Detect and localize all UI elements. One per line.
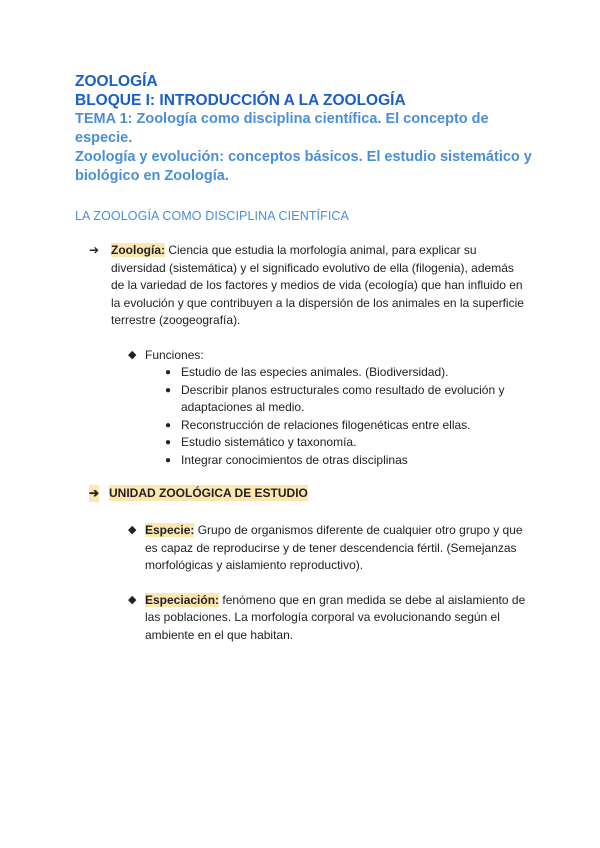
tema-line-2: Zoología y evolución: conceptos básicos. El estudio sistemático y [75, 149, 532, 165]
dot-bullet-icon: ● [165, 419, 172, 431]
tema-line-1: TEMA 1: Zoología como disciplina científica. El concepto de especie. [75, 111, 489, 146]
list-item [75, 417, 535, 435]
zoologia-definition [75, 242, 535, 330]
tema-heading [75, 110, 535, 186]
list-item-text: Integrar conocimientos de otras disciplinas [181, 452, 408, 467]
zoologia-term: Zoología: [111, 243, 165, 257]
document-page [75, 72, 535, 644]
section-heading-disciplina: LA ZOOLOGÍA COMO DISCIPLINA CIENTÍFICA [75, 209, 349, 223]
tema-line-3: biológico en Zoología. [75, 168, 229, 184]
especie-line-1: Grupo de organismos diferente de cualquier otro grupo y que [194, 523, 523, 537]
list-item-text: Describir planos estructurales como resultado de evolución y [181, 382, 505, 397]
list-item [75, 364, 535, 382]
diamond-bullet-icon: ◆ [128, 593, 137, 606]
especiacion-line-2: las poblaciones. La morfología corporal va evolucionando según el [145, 610, 500, 624]
list-item-text: Reconstrucción de relaciones filogenéticas entre ellas. [181, 417, 471, 432]
arrow-bullet-icon: ➔ [89, 243, 100, 257]
list-item-text: adaptaciones al medio. [181, 400, 305, 414]
dot-bullet-icon: ● [165, 437, 172, 448]
list-item [75, 382, 535, 417]
dot-bullet-icon: ● [165, 384, 172, 396]
especiacion-definition [75, 592, 535, 645]
list-item-text: Estudio sistemático y taxonomía. [181, 435, 357, 449]
doc-title: ZOOLOGÍA [75, 73, 158, 90]
especie-line-2: es capaz de reproducirse y de tener descendencia fértil. (Semejanzas [145, 540, 517, 555]
diamond-bullet-icon: ◆ [128, 524, 137, 536]
list-item [75, 434, 535, 452]
especie-line-3: morfológicas y aislamiento reproductivo). [145, 558, 364, 572]
zoologia-line-5: terrestre (zoogeografía). [111, 313, 241, 327]
especie-term: Especie: [145, 523, 195, 537]
zoologia-line-3: de la variedad de los factores y medios de vida (ecología) que han influido en [111, 278, 523, 292]
especiacion-line-3: ambiente en el que habitan. [145, 627, 294, 642]
list-item [75, 452, 535, 470]
dot-bullet-icon: ● [165, 367, 172, 378]
diamond-bullet-icon: ◆ [128, 348, 137, 361]
funciones-item [75, 347, 535, 365]
especiacion-term: Especiación: [145, 592, 220, 607]
arrow-bullet-icon: ➔ [89, 486, 100, 500]
especie-definition [75, 522, 535, 575]
dot-bullet-icon: ● [165, 454, 172, 466]
block-title: BLOQUE I: INTRODUCCIÓN A LA ZOOLOGÍA [75, 92, 406, 109]
funciones-label: Funciones: [145, 347, 204, 362]
unidad-heading [75, 485, 535, 502]
zoologia-line-4: la evolución y que contribuyen a la dispersión de los animales en la superficie [111, 295, 524, 310]
unidad-heading-text: UNIDAD ZOOLÓGICA DE ESTUDIO [109, 486, 308, 500]
especiacion-line-1: fenómeno que en gran medida se debe al aislamiento de [219, 592, 526, 607]
funciones-list [75, 364, 535, 469]
list-item-text: Estudio de las especies animales. (Biodiversidad). [181, 365, 449, 379]
zoologia-line-1: Ciencia que estudia la morfología animal, para explicar su [165, 243, 477, 257]
zoologia-line-2: diversidad (sistemática) y el significado evolutivo de ella (filogenia), además [111, 260, 514, 275]
